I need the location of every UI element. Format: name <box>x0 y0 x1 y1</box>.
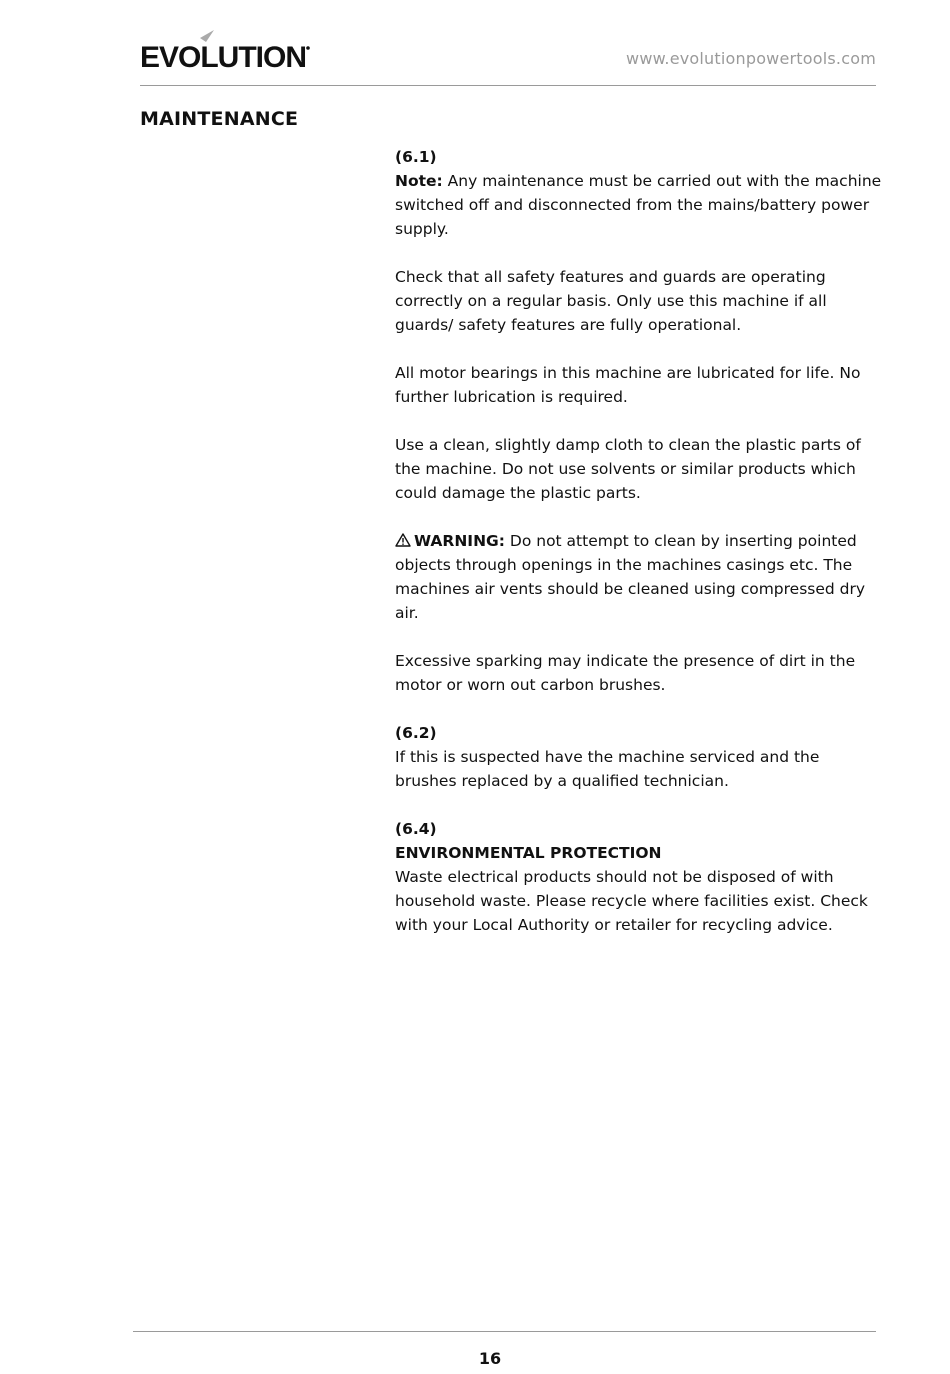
section-title: MAINTENANCE <box>140 108 299 130</box>
warning-text: Do not attempt to clean by inserting pointed objects through openings in the machines casings etc. The machines air vents should be cleaned using compressed dry air. <box>395 532 866 622</box>
section-ref-6-4: (6.4) <box>395 820 437 838</box>
svg-text:EVOLUTION: EVOLUTION <box>140 41 307 72</box>
safety-paragraph: Check that all safety features and guards are operating correctly on a regular basis. Only use this machine if all guards/ safety features are fully operational. <box>395 268 827 334</box>
environment-paragraph <box>395 817 885 937</box>
page-number: 16 <box>478 1349 502 1368</box>
header-divider <box>140 85 876 86</box>
section-ref-6-1: (6.1) <box>395 148 437 166</box>
bearings-paragraph: All motor bearings in this machine are lubricated for life. No further lubrication is required. <box>395 364 861 406</box>
note-text: Any maintenance must be carried out with the machine switched off and disconnected from the mains/battery power supply. <box>395 172 882 238</box>
cleaning-paragraph: Use a clean, slightly damp cloth to clean the plastic parts of the machine. Do not use solvents or similar products which could damage the plastic parts. <box>395 436 861 502</box>
environment-text: Waste electrical products should not be disposed of with household waste. Please recycle where facilities exist. Check with your Local Authority or retailer for recycling advice. <box>395 868 868 934</box>
maintenance-content <box>395 145 885 961</box>
brushes-paragraph <box>395 721 885 793</box>
warning-label: WARNING: <box>414 532 505 550</box>
warning-paragraph <box>395 529 885 625</box>
footer-divider <box>133 1331 876 1332</box>
maintenance-note <box>395 145 885 241</box>
evolution-logo <box>140 30 315 72</box>
section-ref-6-2: (6.2) <box>395 724 437 742</box>
brushes-text: If this is suspected have the machine serviced and the brushes replaced by a qualified technician. <box>395 748 820 790</box>
website-url: www.evolutionpowertools.com <box>626 49 876 68</box>
environment-heading: ENVIRONMENTAL PROTECTION <box>395 844 662 862</box>
sparking-paragraph: Excessive sparking may indicate the presence of dirt in the motor or worn out carbon brushes. <box>395 652 856 694</box>
note-label: Note: <box>395 172 443 190</box>
warning-triangle-icon <box>395 533 411 547</box>
